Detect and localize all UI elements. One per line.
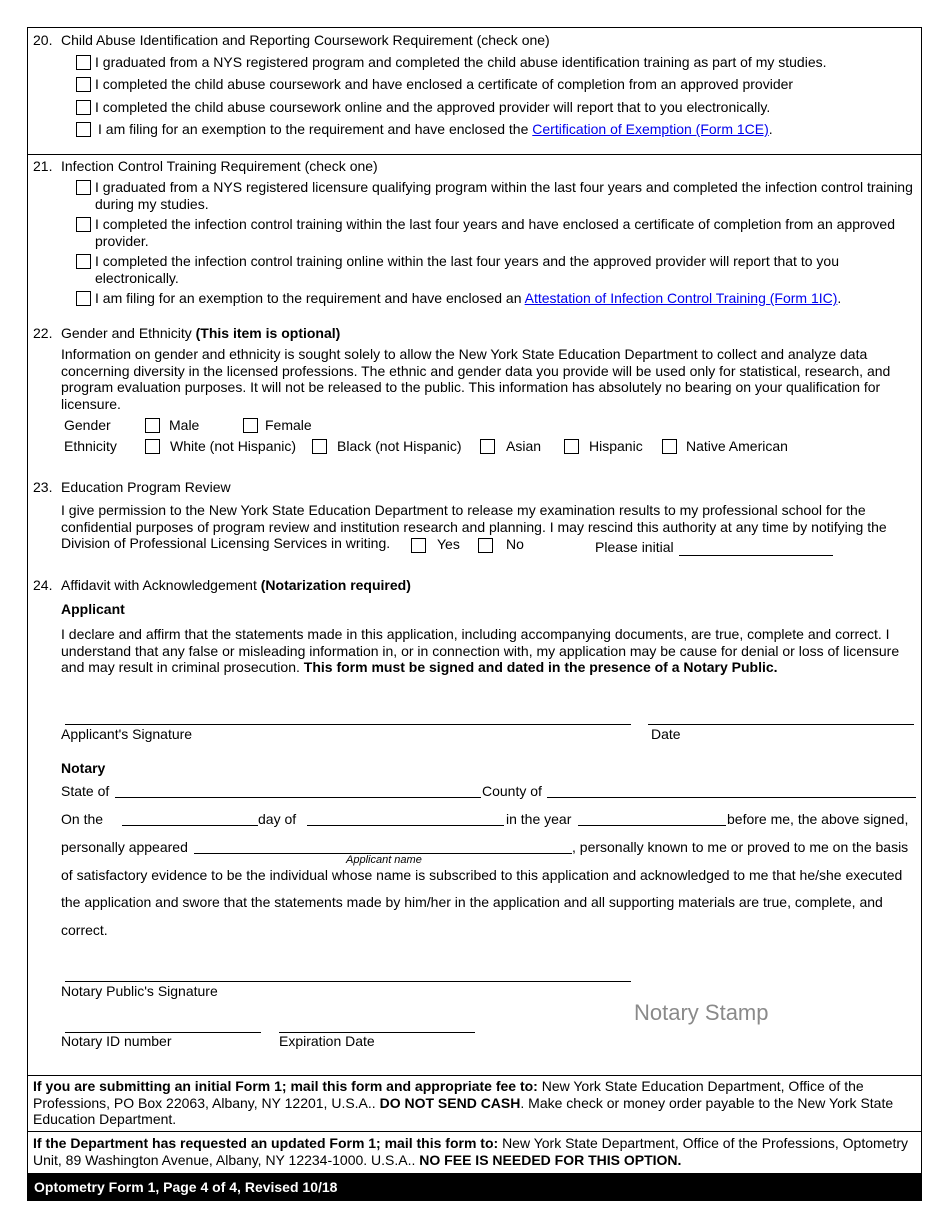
form-page xyxy=(27,27,922,1201)
ethnicity-hispanic-checkbox[interactable] xyxy=(564,439,579,454)
q20-option-4-checkbox[interactable] xyxy=(76,122,91,137)
q21-link-suffix: . xyxy=(837,290,842,306)
state-of-line[interactable] xyxy=(115,797,481,798)
applicant-declaration xyxy=(61,626,911,676)
q24-notarization-note: (Notarization required) xyxy=(260,577,411,593)
q23-title: Education Program Review xyxy=(61,479,231,495)
county-of-line[interactable] xyxy=(547,797,916,798)
month-line[interactable] xyxy=(307,825,504,826)
state-of-label: State of xyxy=(61,783,110,799)
declaration-text: I declare and affirm that the statements made in this application, including accompanying documents, are true, complete and correct. I understand that any false or misleading information in, or in connection with, my application may be cause for denial or loss of licensure and may result in criminal prosecution. xyxy=(61,626,900,675)
gender-female-label: Female xyxy=(265,417,312,433)
q20-option-4-text: I am filing for an exemption to the requirement and have enclosed the xyxy=(98,121,529,137)
ethnicity-native-american-label: Native American xyxy=(686,438,788,454)
personally-known-text: , personally known to me or proved to me on the basis xyxy=(572,839,909,855)
notary-heading: Notary xyxy=(61,760,106,776)
gender-female-checkbox[interactable] xyxy=(243,418,258,433)
applicant-heading: Applicant xyxy=(61,601,125,617)
form-1ic-link[interactable]: Attestation of Infection Control Training (Form 1IC) xyxy=(524,290,838,306)
q21-option-2-label: I completed the infection control training within the last four years and have enclosed a certificate of completion from an approved provider. xyxy=(95,216,896,249)
initial-input-line[interactable] xyxy=(679,555,833,556)
ethnicity-black-label: Black (not Hispanic) xyxy=(337,438,462,454)
q21-option-1-label: I graduated from a NYS registered licensure qualifying program within the last four years and completed the infection control training during my studies. xyxy=(95,179,913,212)
q21-option-1-checkbox[interactable] xyxy=(76,180,91,195)
on-the-label: On the xyxy=(61,811,104,827)
notary-signature-line[interactable] xyxy=(65,981,631,982)
ethnicity-asian-checkbox[interactable] xyxy=(480,439,495,454)
form-footer: Optometry Form 1, Page 4 of 4, Revised 10/18 xyxy=(28,1173,921,1201)
program-review-no-checkbox[interactable] xyxy=(478,538,493,553)
ethnicity-native-american-checkbox[interactable] xyxy=(662,439,677,454)
q21-option-4-checkbox[interactable] xyxy=(76,291,91,306)
year-line[interactable] xyxy=(578,825,726,826)
divider xyxy=(28,1131,921,1132)
q23-number: 23. xyxy=(33,479,53,495)
notary-id-label: Notary ID number xyxy=(61,1033,172,1049)
before-me-label: before me, the above signed, xyxy=(727,811,909,827)
ethnicity-white-label: White (not Hispanic) xyxy=(170,438,297,454)
ethnicity-white-checkbox[interactable] xyxy=(145,439,160,454)
q22-title xyxy=(61,325,340,341)
q22-title-text: Gender and Ethnicity xyxy=(61,325,192,341)
q20-option-3-checkbox[interactable] xyxy=(76,100,91,115)
gender-male-label: Male xyxy=(169,417,200,433)
mail-initial-intro: If you are submitting an initial Form 1; mail this form and appropriate fee to: xyxy=(33,1078,538,1094)
day-of-label: day of xyxy=(258,811,297,827)
q20-link-suffix: . xyxy=(768,121,773,137)
notary-signature-label: Notary Public's Signature xyxy=(61,983,218,999)
no-fee-note: NO FEE IS NEEDED FOR THIS OPTION. xyxy=(419,1151,682,1168)
q20-title: Child Abuse Identification and Reporting Coursework Requirement (check one) xyxy=(61,32,550,48)
program-review-yes-label: Yes xyxy=(437,536,460,552)
q20-option-1-label: I graduated from a NYS registered program and completed the child abuse identification training as part of my studies. xyxy=(95,54,827,70)
declaration-bold: This form must be signed and dated in the presence of a Notary Public. xyxy=(303,659,778,675)
program-review-yes-checkbox[interactable] xyxy=(411,538,426,553)
mail-initial-payment: . Make check or money order payable to the New York State Education Department. xyxy=(33,1094,894,1127)
q21-option-4-text: I am filing for an exemption to the requirement and have enclosed an xyxy=(95,290,522,306)
q21-option-3-checkbox[interactable] xyxy=(76,254,91,269)
gender-label: Gender xyxy=(64,417,111,433)
q20-option-3-label: I completed the child abuse coursework online and the approved provider will report that to you electronically. xyxy=(95,99,771,115)
divider xyxy=(28,1075,921,1076)
evidence-line-2: the application and swore that the statements made by him/her in the application and all supporting materials are true, complete, and xyxy=(61,894,883,910)
q20-option-4-label xyxy=(98,121,773,137)
gender-male-checkbox[interactable] xyxy=(145,418,160,433)
q20-option-2-checkbox[interactable] xyxy=(76,77,91,92)
q21-option-4-label xyxy=(95,290,841,306)
personally-appeared-label: personally appeared xyxy=(61,839,188,855)
do-not-send-cash: DO NOT SEND CASH xyxy=(379,1094,521,1111)
mail-update-address: New York State Department, Office of the Professions, Optometry Unit, 89 Washington Avenue, Albany, NY 12234-1000. U.S.A.. xyxy=(33,1135,908,1168)
q21-number: 21. xyxy=(33,158,53,174)
mail-update-intro: If the Department has requested an updated Form 1; mail this form to: xyxy=(33,1135,499,1151)
notary-stamp-placeholder: Notary Stamp xyxy=(634,1000,769,1025)
q22-body: Information on gender and ethnicity is sought solely to allow the New York State Education Department to collect and analyze data concerning diversity in the licensed professions. The ethnic and gender data you provide will be used only for statistical, research, and program evaluation purposes. It will not be released to the public. This information has absolutely no bearing on your qualification for licensure. xyxy=(61,346,891,412)
date-label: Date xyxy=(651,726,681,742)
mail-initial-instructions xyxy=(33,1078,913,1128)
q20-option-1-checkbox[interactable] xyxy=(76,55,91,70)
q24-title-text: Affidavit with Acknowledgement xyxy=(61,577,257,593)
ethnicity-hispanic-label: Hispanic xyxy=(589,438,643,454)
expiration-date-label: Expiration Date xyxy=(279,1033,375,1049)
q23-body: I give permission to the New York State Education Department to release my examination results to my professional school for the confidential purposes of program review and institution research and planning. I may rescind this authority at any time by notifying the Division of Professional Licensing Services in writing. xyxy=(61,502,887,551)
mail-update-instructions xyxy=(33,1135,913,1168)
mail-initial-address: New York State Education Department, Office of the Professions, PO Box 22063, Albany, NY 12201, U.S.A.. xyxy=(33,1078,864,1111)
q20-option-2-label: I completed the child abuse coursework and have enclosed a certificate of completion from an approved provider xyxy=(95,76,794,92)
date-line[interactable] xyxy=(648,724,914,725)
applicant-signature-line[interactable] xyxy=(65,724,631,725)
ethnicity-black-checkbox[interactable] xyxy=(312,439,327,454)
evidence-line-1: of satisfactory evidence to be the individual whose name is subscribed to this application and acknowledged to me that he/she executed xyxy=(61,867,903,883)
applicant-signature-label: Applicant's Signature xyxy=(61,726,193,742)
q20-number: 20. xyxy=(33,32,53,48)
day-line[interactable] xyxy=(122,825,258,826)
evidence-line-3: correct. xyxy=(61,922,108,938)
ethnicity-asian-label: Asian xyxy=(506,438,542,454)
please-initial-label: Please initial xyxy=(595,539,674,555)
divider xyxy=(28,154,921,155)
q21-option-3-label: I completed the infection control training online within the last four years and the approved provider will report that to you electronically. xyxy=(95,253,839,286)
applicant-name-caption: Applicant name xyxy=(346,854,422,866)
in-the-year-label: in the year xyxy=(506,811,572,827)
q24-number: 24. xyxy=(33,577,53,593)
q22-number: 22. xyxy=(33,325,53,341)
program-review-no-label: No xyxy=(506,536,524,552)
ethnicity-label: Ethnicity xyxy=(64,438,117,454)
form-1ce-link[interactable]: Certification of Exemption (Form 1CE) xyxy=(532,121,769,137)
q22-optional-note: (This item is optional) xyxy=(195,325,341,341)
q21-option-2-checkbox[interactable] xyxy=(76,217,91,232)
q24-title xyxy=(61,577,411,593)
q21-title: Infection Control Training Requirement (check one) xyxy=(61,158,378,174)
county-of-label: County of xyxy=(482,783,542,799)
